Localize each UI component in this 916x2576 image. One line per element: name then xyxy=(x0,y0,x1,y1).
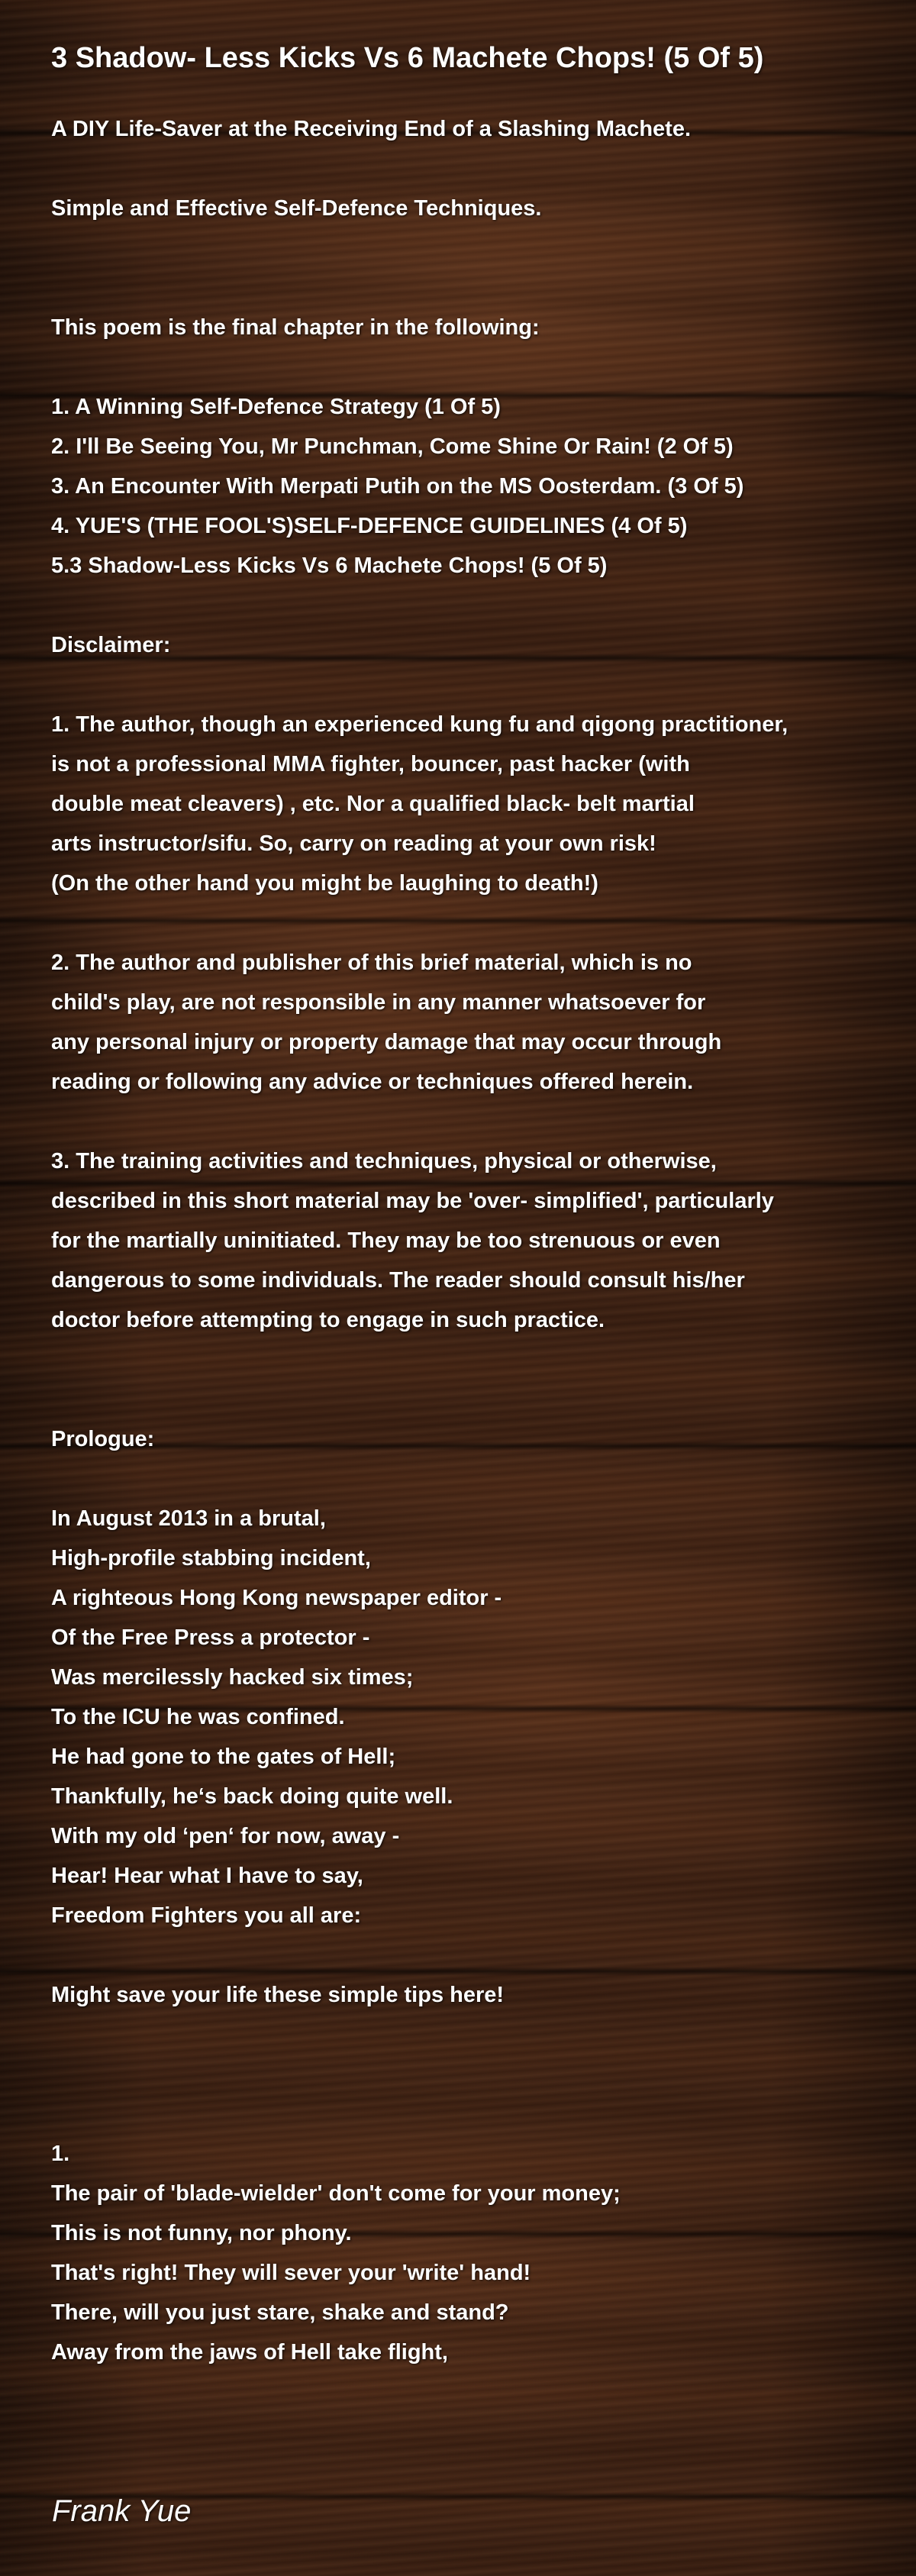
poem-line: 1. The author, though an experienced kung fu and qigong practitioner, xyxy=(51,712,789,737)
blank-line xyxy=(51,1935,876,1975)
blank-line xyxy=(51,2015,876,2055)
poem-line: This is not funny, nor phony. xyxy=(51,2221,352,2245)
poem-line: This poem is the final chapter in the following: xyxy=(51,315,540,340)
poem-line: child's play, are not responsible in any manner whatsoever for xyxy=(51,990,706,1015)
poem-line: He had gone to the gates of Hell; xyxy=(51,1745,396,1769)
poem-line: To the ICU he was confined. xyxy=(51,1705,345,1729)
blank-line xyxy=(51,347,876,387)
blank-line xyxy=(51,665,876,705)
poem-line: Disclaimer: xyxy=(51,633,171,657)
poem-line: Was mercilessly hacked six times; xyxy=(51,1665,414,1690)
poem-line: Hear! Hear what I have to say, xyxy=(51,1864,363,1888)
poem-line: dangerous to some individuals. The reader should consult his/her xyxy=(51,1268,745,1293)
blank-line xyxy=(51,2094,876,2134)
poem-line: Thankfully, he‘s back doing quite well. xyxy=(51,1784,453,1809)
poem-line: Might save your life these simple tips here! xyxy=(51,1983,505,2007)
poem-line: There, will you just stare, shake and stand? xyxy=(51,2300,509,2325)
poem-line: 3. The training activities and techniques, physical or otherwise, xyxy=(51,1149,717,1173)
blank-line xyxy=(51,149,876,189)
poem-line: 3. An Encounter With Merpati Putih on the MS Oosterdam. (3 Of 5) xyxy=(51,474,744,499)
poem-line: A righteous Hong Kong newspaper editor - xyxy=(51,1586,502,1610)
poem-line: With my old ‘pen‘ for now, away - xyxy=(51,1824,400,1848)
poem-line: 5.3 Shadow-Less Kicks Vs 6 Machete Chops! (5 Of 5) xyxy=(51,554,608,578)
blank-line xyxy=(51,2055,876,2094)
blank-line xyxy=(51,1102,876,1141)
poem-line: Simple and Effective Self-Defence Techniques. xyxy=(51,196,542,221)
poem-line: The pair of 'blade-wielder' don't come for your money; xyxy=(51,2181,621,2206)
poem-body xyxy=(51,109,876,2372)
poem-line: Away from the jaws of Hell take flight, xyxy=(51,2340,448,2365)
blank-line xyxy=(51,586,876,625)
poem-title: 3 Shadow- Less Kicks Vs 6 Machete Chops! (5 Of 5) xyxy=(51,42,764,74)
blank-line xyxy=(51,1380,876,1419)
blank-line xyxy=(51,903,876,943)
poem-line: That's right! They will sever your 'write' hand! xyxy=(51,2261,531,2285)
poem-line: In August 2013 in a brutal, xyxy=(51,1506,326,1531)
blank-line xyxy=(51,268,876,308)
poem-line: doctor before attempting to engage in such practice. xyxy=(51,1308,605,1332)
poem-line: A DIY Life-Saver at the Receiving End of a Slashing Machete. xyxy=(51,117,691,141)
poem-line: any personal injury or property damage that may occur through xyxy=(51,1030,722,1054)
poem-line: is not a professional MMA fighter, bouncer, past hacker (with xyxy=(51,752,690,776)
poem-line: reading or following any advice or techniques offered herein. xyxy=(51,1070,694,1094)
poem-line: for the martially uninitiated. They may be too strenuous or even xyxy=(51,1228,721,1253)
poem-line: Prologue: xyxy=(51,1427,155,1451)
poem-line: 1. A Winning Self-Defence Strategy (1 Of 5) xyxy=(51,395,501,419)
poem-line: Of the Free Press a protector - xyxy=(51,1625,370,1650)
blank-line xyxy=(51,1459,876,1499)
poem-line: described in this short material may be 'over- simplified', particularly xyxy=(51,1189,774,1213)
poem-line: 1. xyxy=(51,2142,70,2166)
poem-line: Freedom Fighters you all are: xyxy=(51,1903,362,1928)
blank-line xyxy=(51,228,876,268)
poem-line: double meat cleavers) , etc. Nor a qualified black- belt martial xyxy=(51,792,695,816)
poem-line: arts instructor/sifu. So, carry on reading at your own risk! xyxy=(51,831,656,856)
poem-line: High-profile stabbing incident, xyxy=(51,1546,371,1570)
poem-content xyxy=(51,40,876,2372)
blank-line xyxy=(51,1340,876,1380)
author-name: Frank Yue xyxy=(52,2494,192,2528)
poem-line: 4. YUE'S (THE FOOL'S)SELF-DEFENCE GUIDELINES (4 Of 5) xyxy=(51,514,688,538)
poem-line: 2. I'll Be Seeing You, Mr Punchman, Come Shine Or Rain! (2 Of 5) xyxy=(51,434,734,459)
poem-line: (On the other hand you might be laughing to death!) xyxy=(51,871,598,896)
poem-line: 2. The author and publisher of this brief material, which is no xyxy=(51,951,692,975)
